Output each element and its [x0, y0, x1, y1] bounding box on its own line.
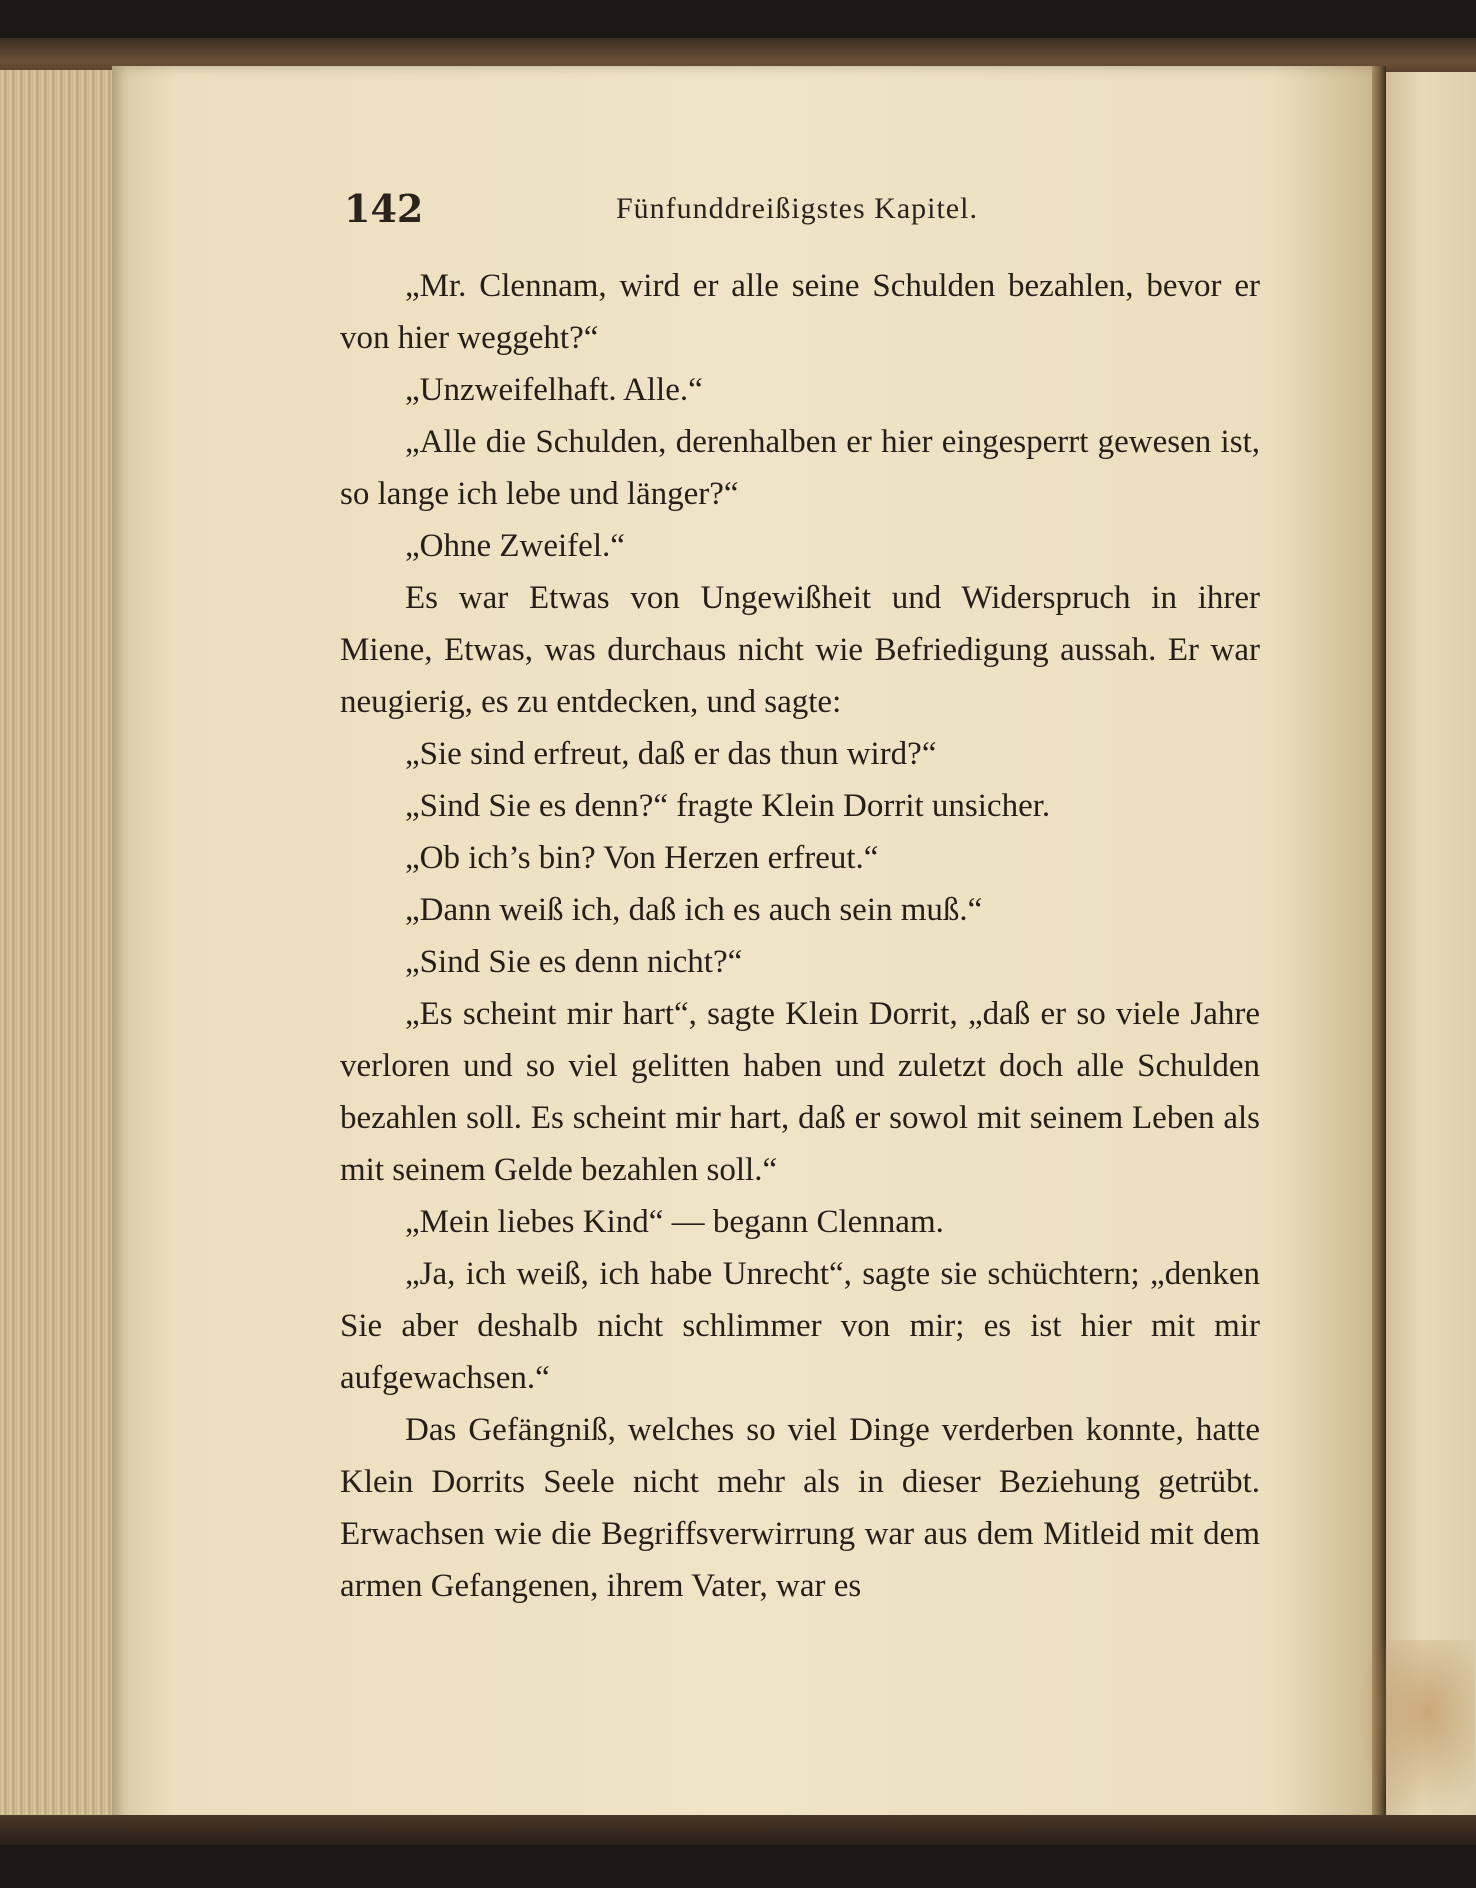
- paragraph: „Ohne Zweifel.“: [405, 528, 625, 564]
- paragraph: „Ob ich’s bin? Von Herzen erfreut.“: [405, 840, 879, 876]
- body-text: [340, 260, 1260, 1612]
- book-cover-bottom-edge: [0, 1815, 1476, 1845]
- page-number: 142: [344, 186, 424, 231]
- paragraph: „Mr. Clennam, wird er alle seine Schulden bezahlen, bevor er von hier weggeht?“: [340, 268, 1260, 356]
- paragraph: „Mein liebes Kind“ — begann Clennam.: [405, 1204, 944, 1240]
- page-stack-left: [0, 70, 120, 1825]
- paragraph: „Unzweifelhaft. Alle.“: [405, 372, 703, 408]
- paragraph: „Sind Sie es denn nicht?“: [405, 944, 743, 980]
- paragraph: „Es scheint mir hart“, sagte Klein Dorrit, „daß er so viele Jahre verloren und so viel gelitten haben und zuletzt doch alle Schulden bezahlen soll. Es scheint mir hart, daß er sowol mit seinem Leben als mit seinem Gelde bezahlen soll.“: [340, 996, 1260, 1188]
- paragraph: Es war Etwas von Ungewißheit und Widerspruch in ihrer Miene, Etwas, was durchaus nicht wie Befriedigung aussah. Er war neugierig, es zu entdecken, und sagte:: [340, 580, 1260, 720]
- book-gutter: [1372, 66, 1386, 1826]
- facing-page-edge: [1386, 72, 1476, 1822]
- chapter-title: Fünfunddreißigstes Kapitel.: [616, 192, 978, 225]
- paragraph: „Sind Sie es denn?“ fragte Klein Dorrit unsicher.: [405, 788, 1051, 824]
- paragraph: „Ja, ich weiß, ich habe Unrecht“, sagte sie schüchtern; „denken Sie aber deshalb nicht schlimmer von mir; es ist hier mit mir aufgewachsen.“: [340, 1256, 1260, 1396]
- paragraph: „Dann weiß ich, daß ich es auch sein muß.“: [405, 892, 983, 928]
- paragraph: „Alle die Schulden, derenhalben er hier eingesperrt gewesen ist, so lange ich lebe und länger?“: [340, 424, 1260, 512]
- paragraph: „Sie sind erfreut, daß er das thun wird?“: [405, 736, 937, 772]
- paper-stain: [1355, 1640, 1475, 1820]
- paragraph: Das Gefängniß, welches so viel Dinge verderben konnte, hatte Klein Dorrits Seele nicht mehr als in dieser Beziehung getrübt. Erwachsen wie die Begriffsverwirrung war aus dem Mitleid mit dem armen Gefangenen, ihrem Vater, war es: [340, 1412, 1260, 1604]
- running-head: [344, 186, 1264, 236]
